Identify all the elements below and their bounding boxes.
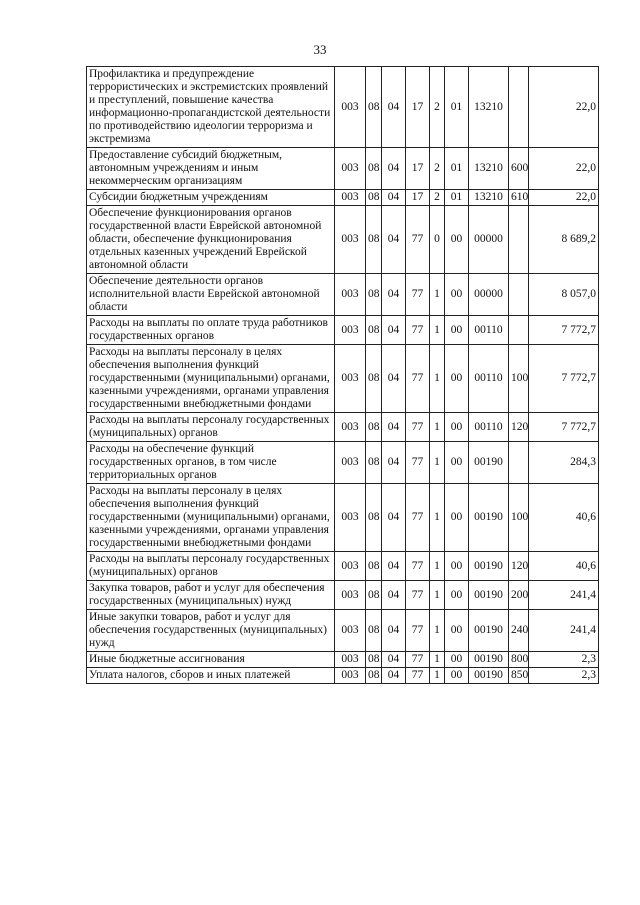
expense-type-code: 240 xyxy=(509,610,529,652)
ministry-code: 003 xyxy=(335,552,366,581)
program-code: 77 xyxy=(406,668,430,684)
ministry-code: 003 xyxy=(335,345,366,413)
table-row xyxy=(87,442,599,484)
amount: 7 772,7 xyxy=(529,413,599,442)
subprogram-code: 1 xyxy=(430,552,445,581)
section-code: 08 xyxy=(366,206,382,274)
section-code: 08 xyxy=(366,316,382,345)
subsection-code: 04 xyxy=(382,484,406,552)
expense-type-code xyxy=(509,316,529,345)
direction-code: 00190 xyxy=(469,484,509,552)
ministry-code: 003 xyxy=(335,610,366,652)
program-code: 17 xyxy=(406,67,430,148)
amount: 241,4 xyxy=(529,581,599,610)
main-activity-code: 01 xyxy=(445,190,469,206)
subprogram-code: 1 xyxy=(430,413,445,442)
subprogram-code: 1 xyxy=(430,442,445,484)
section-code: 08 xyxy=(366,610,382,652)
subsection-code: 04 xyxy=(382,668,406,684)
amount: 22,0 xyxy=(529,190,599,206)
subsection-code: 04 xyxy=(382,652,406,668)
expense-type-code: 850 xyxy=(509,668,529,684)
main-activity-code: 01 xyxy=(445,67,469,148)
ministry-code: 003 xyxy=(335,581,366,610)
table-row xyxy=(87,552,599,581)
program-code: 77 xyxy=(406,413,430,442)
section-code: 08 xyxy=(366,581,382,610)
section-code: 08 xyxy=(366,274,382,316)
main-activity-code: 00 xyxy=(445,610,469,652)
subsection-code: 04 xyxy=(382,316,406,345)
main-activity-code: 00 xyxy=(445,316,469,345)
ministry-code: 003 xyxy=(335,484,366,552)
section-code: 08 xyxy=(366,652,382,668)
table-row xyxy=(87,148,599,190)
row-name: Предоставление субсидий бюджетным, автономным учреждениям и иным некоммерческим организациям xyxy=(87,148,335,190)
subprogram-code: 1 xyxy=(430,274,445,316)
subprogram-code: 1 xyxy=(430,345,445,413)
ministry-code: 003 xyxy=(335,206,366,274)
direction-code: 13210 xyxy=(469,190,509,206)
direction-code: 00190 xyxy=(469,552,509,581)
subsection-code: 04 xyxy=(382,345,406,413)
expense-type-code: 600 xyxy=(509,148,529,190)
row-name: Расходы на обеспечение функций государственных органов, в том числе территориальных органов xyxy=(87,442,335,484)
row-name: Расходы на выплаты персоналу государственных (муниципальных) органов xyxy=(87,413,335,442)
direction-code: 00000 xyxy=(469,206,509,274)
table-row xyxy=(87,190,599,206)
ministry-code: 003 xyxy=(335,652,366,668)
section-code: 08 xyxy=(366,484,382,552)
amount: 22,0 xyxy=(529,67,599,148)
program-code: 77 xyxy=(406,274,430,316)
subsection-code: 04 xyxy=(382,206,406,274)
program-code: 77 xyxy=(406,484,430,552)
subprogram-code: 1 xyxy=(430,668,445,684)
row-name: Расходы на выплаты персоналу в целях обеспечения выполнения функций государственными (муниципальными) органами, казенными учреждениями, органами управления государственными внебюджетными фондами xyxy=(87,484,335,552)
expense-type-code xyxy=(509,206,529,274)
table-row xyxy=(87,274,599,316)
row-name: Обеспечение деятельности органов исполнительной власти Еврейской автономной области xyxy=(87,274,335,316)
section-code: 08 xyxy=(366,552,382,581)
main-activity-code: 00 xyxy=(445,345,469,413)
direction-code: 00190 xyxy=(469,610,509,652)
main-activity-code: 00 xyxy=(445,442,469,484)
amount: 2,3 xyxy=(529,668,599,684)
ministry-code: 003 xyxy=(335,668,366,684)
table-row xyxy=(87,652,599,668)
row-name: Иные бюджетные ассигнования xyxy=(87,652,335,668)
amount: 40,6 xyxy=(529,552,599,581)
direction-code: 00190 xyxy=(469,581,509,610)
subsection-code: 04 xyxy=(382,610,406,652)
program-code: 77 xyxy=(406,610,430,652)
section-code: 08 xyxy=(366,345,382,413)
program-code: 77 xyxy=(406,316,430,345)
program-code: 77 xyxy=(406,206,430,274)
table-row xyxy=(87,67,599,148)
section-code: 08 xyxy=(366,442,382,484)
row-name: Профилактика и предупреждение террористических и экстремистских проявлений и преступлений, повышение качества информационно-пропагандистской деятельности по противодействию идеологии терроризма и экстремизма xyxy=(87,67,335,148)
amount: 40,6 xyxy=(529,484,599,552)
table-row xyxy=(87,484,599,552)
subsection-code: 04 xyxy=(382,148,406,190)
main-activity-code: 00 xyxy=(445,552,469,581)
row-name: Уплата налогов, сборов и иных платежей xyxy=(87,668,335,684)
program-code: 77 xyxy=(406,442,430,484)
subsection-code: 04 xyxy=(382,413,406,442)
main-activity-code: 00 xyxy=(445,413,469,442)
direction-code: 00110 xyxy=(469,345,509,413)
direction-code: 13210 xyxy=(469,67,509,148)
direction-code: 00190 xyxy=(469,442,509,484)
subprogram-code: 1 xyxy=(430,484,445,552)
budget-table-body xyxy=(87,67,599,684)
subsection-code: 04 xyxy=(382,442,406,484)
page-number: 33 xyxy=(313,42,327,57)
table-row xyxy=(87,316,599,345)
amount: 7 772,7 xyxy=(529,316,599,345)
row-name: Закупка товаров, работ и услуг для обеспечения государственных (муниципальных) нужд xyxy=(87,581,335,610)
table-row xyxy=(87,668,599,684)
amount: 8 057,0 xyxy=(529,274,599,316)
amount: 7 772,7 xyxy=(529,345,599,413)
amount: 8 689,2 xyxy=(529,206,599,274)
program-code: 77 xyxy=(406,581,430,610)
main-activity-code: 00 xyxy=(445,206,469,274)
section-code: 08 xyxy=(366,190,382,206)
program-code: 17 xyxy=(406,190,430,206)
main-activity-code: 00 xyxy=(445,652,469,668)
subprogram-code: 1 xyxy=(430,610,445,652)
budget-table xyxy=(86,66,599,684)
ministry-code: 003 xyxy=(335,190,366,206)
subprogram-code: 2 xyxy=(430,190,445,206)
section-code: 08 xyxy=(366,148,382,190)
ministry-code: 003 xyxy=(335,316,366,345)
main-activity-code: 00 xyxy=(445,274,469,316)
section-code: 08 xyxy=(366,67,382,148)
direction-code: 00190 xyxy=(469,668,509,684)
subprogram-code: 1 xyxy=(430,316,445,345)
main-activity-code: 00 xyxy=(445,484,469,552)
table-row xyxy=(87,610,599,652)
table-row xyxy=(87,345,599,413)
expense-type-code xyxy=(509,274,529,316)
table-row xyxy=(87,413,599,442)
row-name: Расходы на выплаты персоналу государственных (муниципальных) органов xyxy=(87,552,335,581)
table-row xyxy=(87,581,599,610)
subsection-code: 04 xyxy=(382,67,406,148)
program-code: 77 xyxy=(406,552,430,581)
expense-type-code: 100 xyxy=(509,345,529,413)
direction-code: 00110 xyxy=(469,316,509,345)
amount: 2,3 xyxy=(529,652,599,668)
subprogram-code: 1 xyxy=(430,652,445,668)
row-name: Расходы на выплаты персоналу в целях обеспечения выполнения функций государственными (муниципальными) органами, казенными учреждениями, органами управления государственными внебюджетными фондами xyxy=(87,345,335,413)
ministry-code: 003 xyxy=(335,274,366,316)
program-code: 17 xyxy=(406,148,430,190)
main-activity-code: 01 xyxy=(445,148,469,190)
expense-type-code: 200 xyxy=(509,581,529,610)
amount: 241,4 xyxy=(529,610,599,652)
program-code: 77 xyxy=(406,345,430,413)
row-name: Субсидии бюджетным учреждениям xyxy=(87,190,335,206)
direction-code: 00110 xyxy=(469,413,509,442)
section-code: 08 xyxy=(366,668,382,684)
program-code: 77 xyxy=(406,652,430,668)
expense-type-code: 610 xyxy=(509,190,529,206)
subprogram-code: 2 xyxy=(430,67,445,148)
direction-code: 00190 xyxy=(469,652,509,668)
direction-code: 13210 xyxy=(469,148,509,190)
subsection-code: 04 xyxy=(382,190,406,206)
main-activity-code: 00 xyxy=(445,581,469,610)
expense-type-code: 100 xyxy=(509,484,529,552)
subprogram-code: 1 xyxy=(430,581,445,610)
subsection-code: 04 xyxy=(382,552,406,581)
row-name: Обеспечение функционирования органов государственной власти Еврейской автономной области, обеспечение функционирования отдельных казенных учреждений Еврейской автономной области xyxy=(87,206,335,274)
subprogram-code: 0 xyxy=(430,206,445,274)
main-activity-code: 00 xyxy=(445,668,469,684)
expense-type-code xyxy=(509,442,529,484)
ministry-code: 003 xyxy=(335,148,366,190)
expense-type-code: 120 xyxy=(509,413,529,442)
amount: 284,3 xyxy=(529,442,599,484)
direction-code: 00000 xyxy=(469,274,509,316)
expense-type-code xyxy=(509,67,529,148)
row-name: Расходы на выплаты по оплате труда работников государственных органов xyxy=(87,316,335,345)
row-name: Иные закупки товаров, работ и услуг для обеспечения государственных (муниципальных) нужд xyxy=(87,610,335,652)
subprogram-code: 2 xyxy=(430,148,445,190)
amount: 22,0 xyxy=(529,148,599,190)
subsection-code: 04 xyxy=(382,274,406,316)
expense-type-code: 800 xyxy=(509,652,529,668)
ministry-code: 003 xyxy=(335,67,366,148)
subsection-code: 04 xyxy=(382,581,406,610)
expense-type-code: 120 xyxy=(509,552,529,581)
table-row xyxy=(87,206,599,274)
ministry-code: 003 xyxy=(335,413,366,442)
section-code: 08 xyxy=(366,413,382,442)
ministry-code: 003 xyxy=(335,442,366,484)
